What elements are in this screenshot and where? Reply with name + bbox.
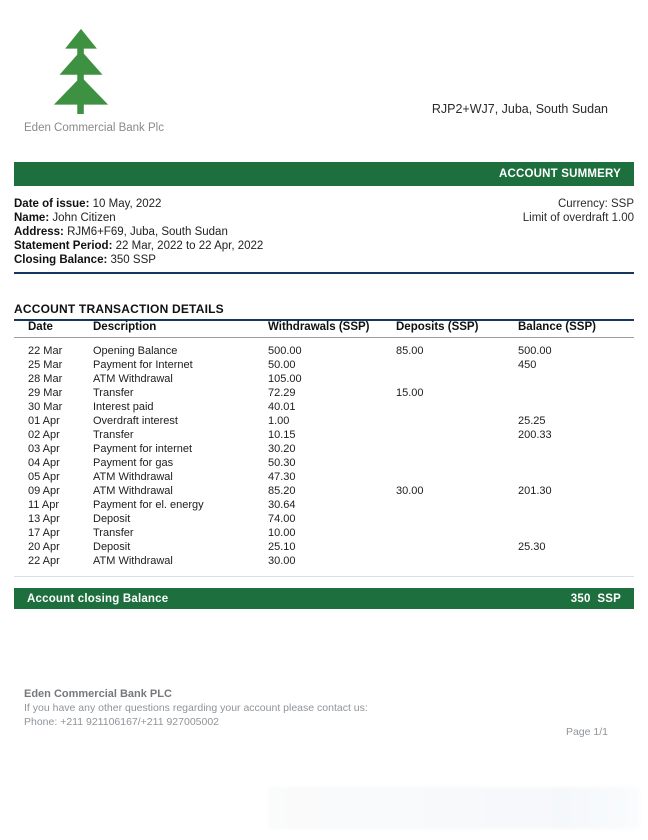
table-row xyxy=(14,456,634,470)
table-cell: 30 Mar xyxy=(28,401,63,413)
closing-balance-amount: 350 SSP xyxy=(570,592,621,605)
table-cell: 450 xyxy=(518,359,537,371)
summary-field-closing-balance xyxy=(14,253,263,267)
pine-tree-icon xyxy=(50,28,112,114)
field-label: Address: xyxy=(14,226,64,238)
column-header: Withdrawals (SSP) xyxy=(268,321,370,333)
footer-note: If you have any other questions regarding your account please contact us: xyxy=(24,702,368,714)
table-cell: 500.00 xyxy=(268,345,302,357)
bank-name: Eden Commercial Bank Plc xyxy=(24,122,164,134)
table-cell: 01 Apr xyxy=(28,415,60,427)
divider-line xyxy=(14,576,634,577)
table-cell: 02 Apr xyxy=(28,429,60,441)
table-cell: 85.00 xyxy=(396,345,424,357)
table-cell: 25 Mar xyxy=(28,359,63,371)
column-header: Date xyxy=(28,321,53,333)
field-value: 10 May, 2022 xyxy=(92,198,162,210)
table-cell: Overdraft interest xyxy=(93,415,178,427)
account-summary-title: ACCOUNT SUMMERY xyxy=(498,168,621,180)
table-row xyxy=(14,540,634,554)
table-cell: 50.30 xyxy=(268,457,296,469)
field-label: Statement Period: xyxy=(14,240,113,252)
table-row xyxy=(14,372,634,386)
table-row xyxy=(14,358,634,372)
table-cell: 11 Apr xyxy=(28,499,59,511)
table-cell: 25.30 xyxy=(518,541,546,553)
table-cell: 40.01 xyxy=(268,401,296,413)
table-cell: Payment for Internet xyxy=(93,359,193,371)
table-cell: 72.29 xyxy=(268,387,296,399)
table-cell: Payment for gas xyxy=(93,457,174,469)
table-cell: 201.30 xyxy=(518,485,552,497)
bank-logo xyxy=(50,28,112,114)
table-header xyxy=(14,320,634,338)
footer-phone: Phone: +211 921106167/+211 927005002 xyxy=(24,716,220,728)
table-cell: 25.25 xyxy=(518,415,546,427)
account-summary-bar xyxy=(14,162,634,186)
table-cell: 15.00 xyxy=(396,387,424,399)
summary-field-address xyxy=(14,225,263,239)
table-cell: Transfer xyxy=(93,387,134,399)
table-row xyxy=(14,526,634,540)
table-cell: Opening Balance xyxy=(93,345,178,357)
table-cell: Transfer xyxy=(93,429,134,441)
closing-balance-bar xyxy=(14,588,634,609)
table-cell: 28 Mar xyxy=(28,373,63,385)
field-value: RJM6+F69, Juba, South Sudan xyxy=(67,226,228,238)
table-cell: ATM Withdrawal xyxy=(93,471,173,483)
table-cell: 47.30 xyxy=(268,471,296,483)
summary-right-info xyxy=(523,197,634,267)
bank-address: RJP2+WJ7, Juba, South Sudan xyxy=(431,102,608,116)
table-cell: 05 Apr xyxy=(28,471,60,483)
summary-section xyxy=(14,197,634,274)
table-cell: 20 Apr xyxy=(28,541,60,553)
table-cell: 30.00 xyxy=(396,485,424,497)
field-label: Name: xyxy=(14,212,50,224)
field-value: 350 SSP xyxy=(110,254,156,266)
table-row xyxy=(14,428,634,442)
table-cell: Transfer xyxy=(93,527,134,539)
closing-balance-label: Account closing Balance xyxy=(27,592,169,605)
table-cell: ATM Withdrawal xyxy=(93,555,173,567)
overdraft-line: Limit of overdraft 1.00 xyxy=(522,212,634,224)
table-row xyxy=(14,498,634,512)
table-cell: 50.00 xyxy=(268,359,296,371)
table-cell: 09 Apr xyxy=(28,485,60,497)
table-cell: 1.00 xyxy=(268,415,290,427)
table-cell: ATM Withdrawal xyxy=(93,373,173,385)
table-row xyxy=(14,344,634,358)
table-cell: Payment for el. energy xyxy=(93,499,204,511)
table-cell: Deposit xyxy=(93,513,131,525)
table-cell: 200.33 xyxy=(518,429,552,441)
table-cell: 30.00 xyxy=(268,555,296,567)
column-header: Description xyxy=(93,321,157,333)
field-value: 22 Mar, 2022 to 22 Apr, 2022 xyxy=(115,240,264,252)
table-row xyxy=(14,470,634,484)
footer xyxy=(24,687,368,729)
table-row xyxy=(14,442,634,456)
summary-field-date-of-issue xyxy=(14,197,263,211)
table-cell: 105.00 xyxy=(268,373,302,385)
field-label: Closing Balance: xyxy=(14,254,108,266)
table-cell: 13 Apr xyxy=(28,513,60,525)
transactions-table xyxy=(14,320,634,568)
table-cell: 85.20 xyxy=(268,485,296,497)
column-header: Deposits (SSP) xyxy=(396,321,479,333)
table-row xyxy=(14,414,634,428)
table-cell: 500.00 xyxy=(518,345,552,357)
summary-field-name xyxy=(14,211,263,225)
table-cell: Deposit xyxy=(93,541,131,553)
table-cell: 74.00 xyxy=(268,513,296,525)
table-row xyxy=(14,400,634,414)
column-header: Balance (SSP) xyxy=(518,321,596,333)
scan-artifact-band xyxy=(268,787,640,829)
table-row xyxy=(14,512,634,526)
table-row xyxy=(14,484,634,498)
table-cell: 03 Apr xyxy=(28,443,60,455)
table-cell: 04 Apr xyxy=(28,457,60,469)
table-cell: 22 Apr xyxy=(28,555,60,567)
table-cell: 30.20 xyxy=(268,443,296,455)
transaction-rows xyxy=(14,344,634,568)
table-cell: 17 Apr xyxy=(28,527,60,539)
currency-line: Currency: SSP xyxy=(557,198,634,210)
table-cell: 10.15 xyxy=(268,429,296,441)
table-cell: ATM Withdrawal xyxy=(93,485,173,497)
table-row xyxy=(14,554,634,568)
page-number: Page 1/1 xyxy=(565,726,608,738)
table-cell: 10.00 xyxy=(268,527,296,539)
table-cell: Interest paid xyxy=(93,401,154,413)
table-cell: 25.10 xyxy=(268,541,296,553)
field-value: John Citizen xyxy=(52,212,116,224)
footer-bank-name: Eden Commercial Bank PLC xyxy=(24,688,172,700)
summary-fields xyxy=(14,197,263,267)
field-label: Date of issue: xyxy=(14,198,90,210)
transactions-title: ACCOUNT TRANSACTION DETAILS xyxy=(14,302,634,321)
table-row xyxy=(14,386,634,400)
table-cell: 22 Mar xyxy=(28,345,63,357)
table-cell: 30.64 xyxy=(268,499,296,511)
table-cell: Payment for internet xyxy=(93,443,193,455)
summary-field-statement-period xyxy=(14,239,263,253)
table-cell: 29 Mar xyxy=(28,387,63,399)
